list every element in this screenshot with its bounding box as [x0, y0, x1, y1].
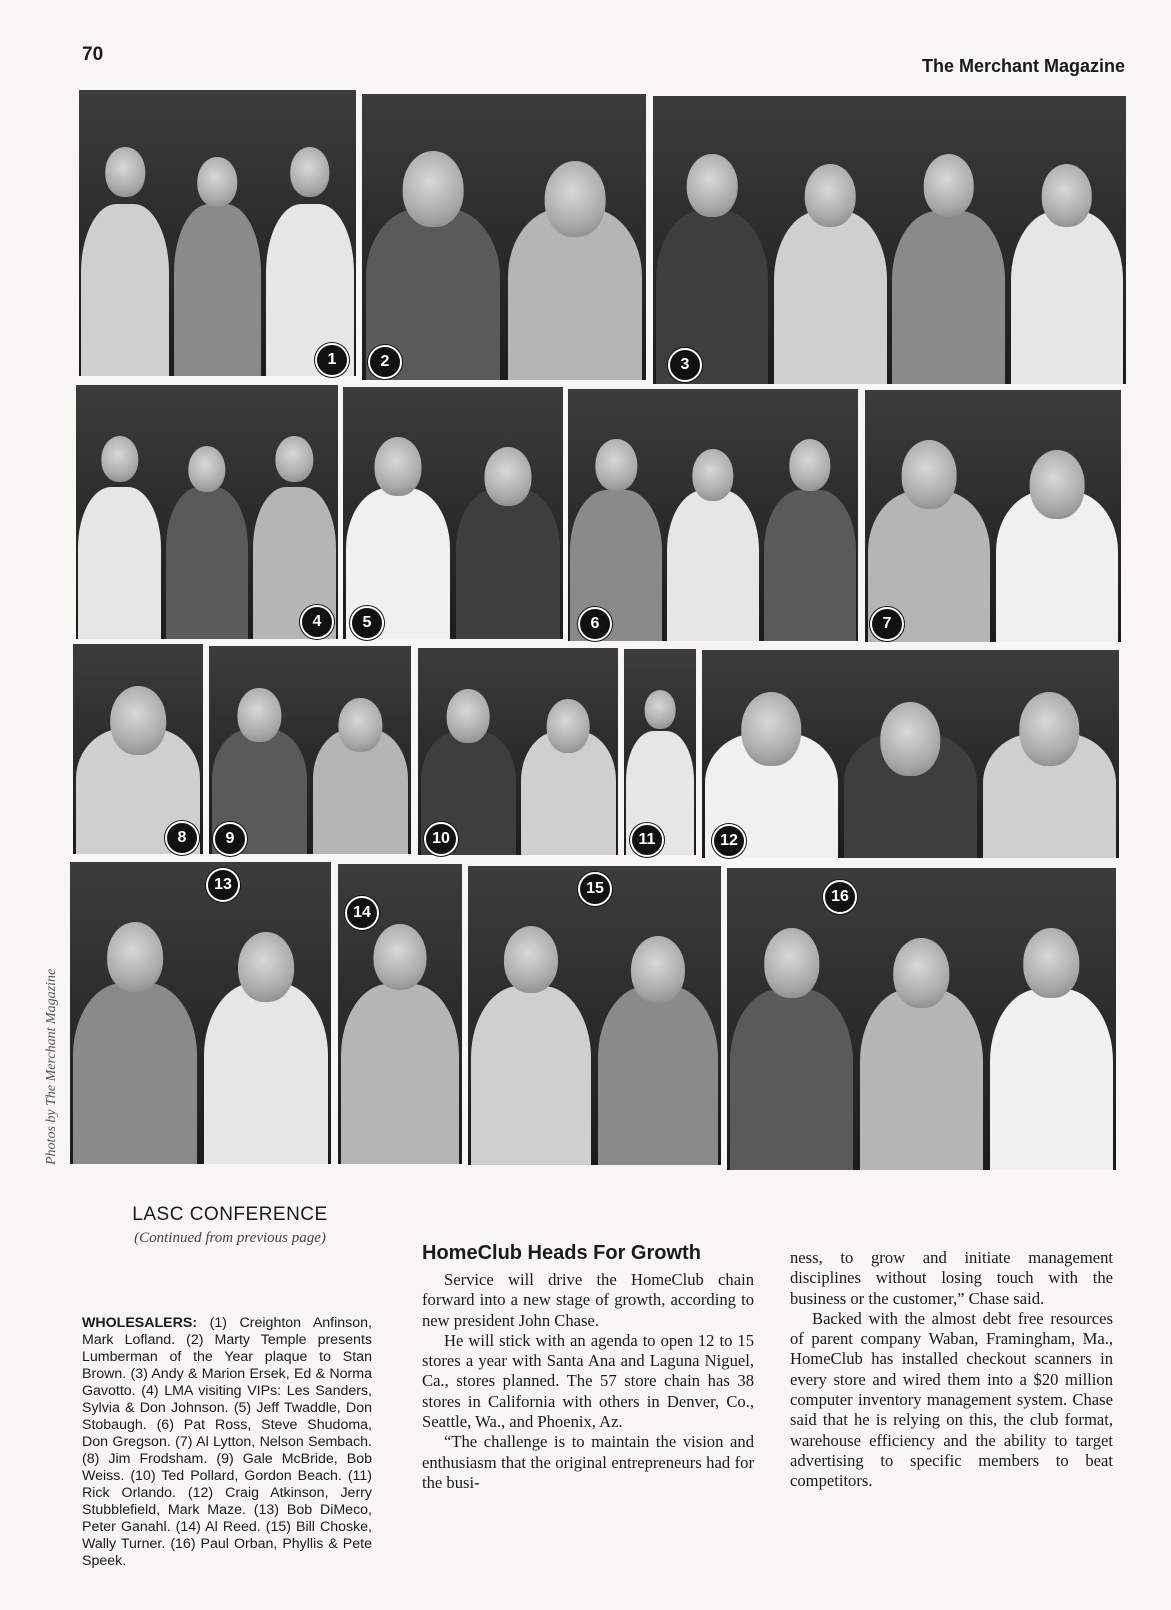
photo-number-badge: 13: [206, 868, 240, 902]
event-photo: [79, 90, 356, 376]
photo-number-badge: 5: [350, 606, 384, 640]
person-figure: [983, 675, 1115, 858]
person-figure: [764, 419, 856, 641]
event-photo: [468, 866, 721, 1165]
event-photo: [568, 389, 858, 641]
person-figure: [73, 898, 197, 1164]
event-photo: [76, 385, 338, 639]
photo-number-badge: 7: [870, 607, 904, 641]
person-figure: [174, 124, 262, 376]
caption-text: (1) Creighton Anfinson, Mark Lofland. (2) Marty Temple presents Lumberman of the Year plaque to Stan Brown. (3) Andy & Marion Ersek, Ed & Norma Gavotto. (4) LMA visiting VIPs: Les Sanders, Sylvia & Don Johnson. (5) Jeff Twaddle, Don Stobaugh. (6) Pat Ross, Steve Shudoma, Don Gregson. (7) Al Lytton, Nelson Sembach. (8) Jim Frodsham. (9) Gale McBride, Bob Weiss. (10) Ted Pollard, Gordon Beach. (11) Rick Orlando. (12) Craig Atkinson, Jerry Stubblefield, Mark Maze. (13) Bob DiMeco, Peter Ganahl. (14) Al Reed. (15) Bill Choske, Wally Turner. (16) Paul Orban, Phyllis & Pete Speek.: [82, 1315, 372, 1569]
person-figure: [204, 898, 328, 1164]
section-subtitle: (Continued from previous page): [134, 1230, 326, 1246]
person-figure: [456, 417, 561, 639]
article-column-1: [422, 1270, 754, 1493]
person-figure: [656, 131, 768, 384]
photo-credit: Photos by The Merchant Magazine: [44, 968, 59, 1165]
photo-number-badge: 4: [300, 605, 334, 639]
photo-number-badge: 2: [368, 345, 402, 379]
person-figure: [844, 675, 976, 858]
person-figure: [341, 900, 459, 1164]
person-figure: [521, 673, 616, 855]
article-paragraph: Backed with the almost debt free resources of parent company Waban, Framingham, Ma., HomeClub has installed checkout scanners in every store and wired them into a $20 million computer inventory management system. Chase said that he is relying on this, the club format, warehouse efficiency and the ability to target advertising to specific members to beat competitors.: [790, 1308, 1113, 1491]
photo-number-badge: 9: [213, 822, 247, 856]
person-figure: [860, 904, 983, 1170]
event-photo: [362, 94, 646, 380]
person-figure: [313, 671, 409, 854]
event-photo: [343, 387, 563, 639]
photo-number-badge: 8: [165, 821, 199, 855]
person-figure: [598, 902, 718, 1165]
event-photo: [209, 646, 411, 854]
person-figure: [892, 131, 1004, 384]
person-figure: [366, 128, 501, 380]
photo-number-badge: 15: [578, 872, 612, 906]
person-figure: [81, 124, 169, 376]
person-figure: [78, 415, 161, 639]
person-figure: [1011, 131, 1123, 384]
person-figure: [166, 415, 249, 639]
photo-number-badge: 16: [823, 880, 857, 914]
person-figure: [570, 419, 662, 641]
person-figure: [774, 131, 886, 384]
event-photo: [727, 868, 1116, 1170]
photo-number-badge: 11: [630, 823, 664, 857]
page-number: 70: [82, 44, 104, 65]
event-photo: [865, 390, 1121, 642]
person-figure: [996, 420, 1118, 642]
photo-number-badge: 10: [424, 822, 458, 856]
person-figure: [508, 128, 643, 380]
photo-caption: [82, 1315, 372, 1570]
caption-lead: WHOLESALERS:: [82, 1315, 198, 1331]
event-photo: [624, 649, 696, 855]
article-paragraph: Service will drive the HomeClub chain forward into a new stage of growth, according to new president John Chase.: [422, 1270, 754, 1330]
article-column-2: [790, 1248, 1113, 1492]
photo-number-badge: 14: [345, 896, 379, 930]
event-photo: [702, 650, 1119, 858]
person-figure: [730, 904, 853, 1170]
photo-number-badge: 1: [315, 343, 349, 377]
person-figure: [990, 904, 1113, 1170]
person-figure: [266, 124, 354, 376]
photo-number-badge: 12: [712, 824, 746, 858]
section-title: LASC CONFERENCE: [132, 1204, 328, 1225]
article-paragraph: ness, to grow and initiate management disciplines without losing touch with the business or the customer,” Chase said.: [790, 1248, 1113, 1308]
event-photo: [653, 96, 1126, 384]
article-paragraph: “The challenge is to maintain the vision and enthusiasm that the original entrepreneurs had for the busi-: [422, 1432, 754, 1492]
photo-number-badge: 3: [668, 348, 702, 382]
article-title: HomeClub Heads For Growth: [422, 1242, 701, 1264]
article-paragraph: He will stick with an agenda to open 12 to 15 stores a year with Santa Ana and Laguna Niguel, Ca., stores planned. The 57 store chain has 38 stores in California with others in Denver, Co., Seattle, Wa., and Phoenix, Az.: [422, 1330, 754, 1432]
person-figure: [471, 902, 591, 1165]
person-figure: [667, 419, 759, 641]
magazine-title: The Merchant Magazine: [921, 56, 1125, 76]
photo-number-badge: 6: [578, 607, 612, 641]
event-photo: [70, 862, 331, 1164]
